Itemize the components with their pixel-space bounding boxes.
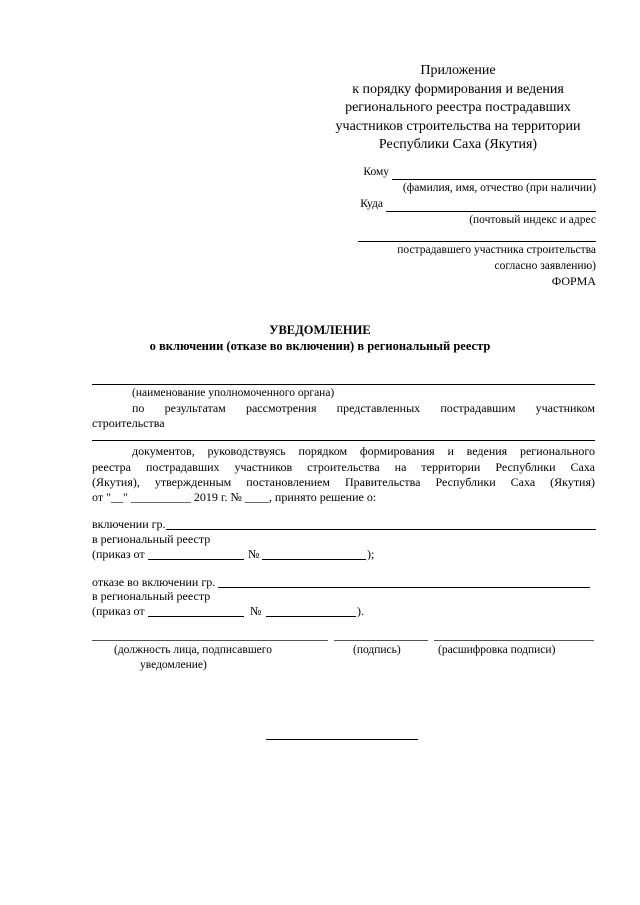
to-row (330, 164, 596, 180)
where-field-line[interactable] (386, 200, 596, 212)
position-label-line-1: (должность лица, подписавшего (114, 644, 272, 656)
to-label: Кому (363, 166, 389, 178)
inclusion-order-suffix: ); (367, 547, 375, 561)
refusal-order-prefix: (приказ от (92, 604, 145, 618)
where-field-line-2[interactable] (358, 230, 596, 242)
annex-line-5: Республики Саха (Якутия) (378, 137, 538, 152)
authority-hint: (наименование уполномоченного органа) (132, 387, 335, 399)
where-label: Куда (360, 198, 383, 210)
refusal-name-field[interactable] (218, 587, 590, 588)
position-label-line-2: уведомление) (140, 659, 207, 671)
decode-field-line[interactable] (434, 640, 594, 641)
address-block (330, 164, 596, 274)
inclusion-order-prefix: (приказ от (92, 547, 145, 561)
where-hint: (почтовый индекс и адрес (469, 214, 596, 226)
refusal-line-1: отказе во включении гр. (92, 575, 216, 589)
docs-line-4: от "__" __________ 2019 г. № ____, принято решение о: (92, 490, 377, 504)
authority-field-line[interactable] (92, 384, 595, 385)
review-line-2: строительства (92, 416, 165, 430)
signature-field-line[interactable] (334, 640, 428, 641)
annex-line-2: к порядку формирования и ведения (352, 81, 564, 97)
review-line-1: по результатам рассмотрения представленных пострадавшим участником (132, 401, 595, 415)
form-label: ФОРМА (551, 274, 596, 288)
where-row (330, 196, 596, 212)
participant-field-line[interactable] (92, 440, 595, 441)
docs-line-2: реестра пострадавших участников строительства на территории Республики Саха (92, 460, 595, 474)
refusal-order-number-label: № (250, 604, 262, 618)
annex-line-3: регионального реестра пострадавших (345, 100, 571, 115)
inclusion-name-field[interactable] (166, 529, 596, 530)
annex-header (318, 62, 598, 155)
annex-line-4: участников строительства на территории (335, 118, 581, 134)
refusal-order-suffix: ). (357, 604, 364, 618)
inclusion-line-1: включении гр. (92, 517, 166, 531)
address-hint-line-2: согласно заявлению) (494, 260, 596, 272)
docs-line-3: (Якутия), утвержденным постановлением Правительства Республики Саха (Якутия) (92, 475, 595, 489)
inclusion-order-date-field[interactable] (148, 559, 244, 560)
position-field-line[interactable] (92, 640, 328, 641)
decode-label: (расшифровка подписи) (438, 644, 556, 656)
notice-title (0, 322, 640, 354)
notice-title-line-1: УВЕДОМЛЕНИЕ (269, 323, 371, 337)
refusal-order-number-field[interactable] (266, 616, 356, 617)
refusal-line-2: в региональный реестр (92, 589, 211, 603)
signature-label: (подпись) (353, 644, 401, 656)
inclusion-order-number-field[interactable] (262, 559, 366, 560)
to-field-line[interactable] (392, 168, 596, 180)
inclusion-order-number-label: № (248, 547, 260, 561)
where-row-2 (330, 228, 596, 242)
address-hint-line-1: пострадавшего участника строительства (397, 244, 596, 256)
docs-line-1: документов, руководствуясь порядком формирования и ведения регионального (132, 444, 595, 458)
inclusion-line-2: в региональный реестр (92, 532, 211, 546)
notice-title-line-2: о включении (отказе во включении) в региональный реестр (149, 339, 491, 353)
to-hint: (фамилия, имя, отчество (при наличии) (402, 182, 596, 194)
refusal-order-date-field[interactable] (148, 616, 244, 617)
closing-separator-line (266, 739, 418, 740)
annex-line-1: Приложение (420, 63, 496, 78)
